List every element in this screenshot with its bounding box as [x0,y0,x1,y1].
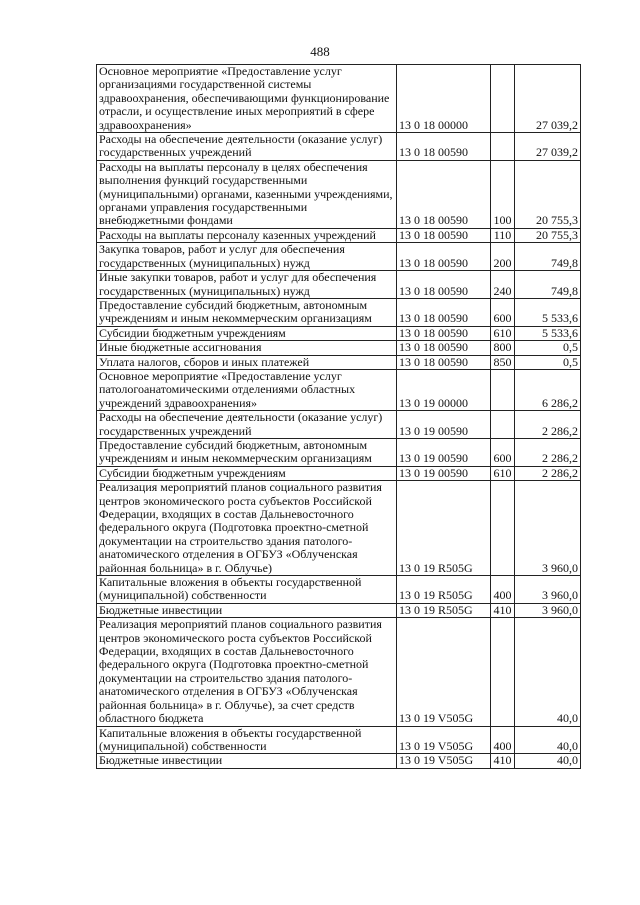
table-row [97,466,581,480]
table-row [97,618,581,726]
table-row [97,576,581,604]
row-code: 13 0 18 00590 [397,326,491,340]
table-row [97,603,581,617]
row-description: Предоставление субсидий бюджетным, автономным учреждениям и иным некоммерческим организациям [97,438,397,466]
row-code: 13 0 18 00590 [397,133,491,161]
row-code: 13 0 19 V505G [397,754,491,768]
row-code: 13 0 18 00590 [397,298,491,326]
page-number: 488 [310,44,330,59]
row-description: Бюджетные инвестиции [97,754,397,768]
table-row [97,65,581,133]
row-code: 13 0 19 00590 [397,438,491,466]
table-row [97,341,581,355]
row-expense-type [491,481,515,576]
row-code: 13 0 19 R505G [397,481,491,576]
row-description: Расходы на обеспечение деятельности (оказание услуг) государственных учреждений [97,411,397,439]
row-code: 13 0 19 00000 [397,369,491,410]
row-description: Основное мероприятие «Предоставление услуг патологоанатомическими отделениями областных учреждений здравоохранения» [97,369,397,410]
row-amount: 20 755,3 [515,228,581,242]
table-row [97,133,581,161]
table-row [97,326,581,340]
table-row [97,243,581,271]
row-expense-type [491,65,515,133]
table-row [97,298,581,326]
table-row [97,160,581,228]
table-row [97,754,581,768]
row-expense-type: 100 [491,160,515,228]
table-row [97,355,581,369]
row-amount: 40,0 [515,726,581,754]
row-expense-type [491,369,515,410]
row-code: 13 0 19 R505G [397,576,491,604]
row-expense-type: 610 [491,326,515,340]
row-description: Основное мероприятие «Предоставление услуг организациями государственной системы здравоохранения, обеспечивающими функционирование отрасли, и осуществление иных мероприятий в сфере здравоохранения» [97,65,397,133]
row-expense-type: 600 [491,438,515,466]
row-amount: 3 960,0 [515,576,581,604]
row-amount: 40,0 [515,618,581,726]
row-amount: 27 039,2 [515,65,581,133]
table-row [97,438,581,466]
row-code: 13 0 19 V505G [397,726,491,754]
row-amount: 2 286,2 [515,466,581,480]
row-expense-type: 600 [491,298,515,326]
row-code: 13 0 18 00590 [397,271,491,299]
row-description: Иные закупки товаров, работ и услуг для обеспечения государственных (муниципальных) нужд [97,271,397,299]
row-expense-type: 610 [491,466,515,480]
row-code: 13 0 18 00590 [397,341,491,355]
row-expense-type: 200 [491,243,515,271]
row-amount: 3 960,0 [515,481,581,576]
row-expense-type [491,411,515,439]
row-expense-type: 240 [491,271,515,299]
row-code: 13 0 19 V505G [397,618,491,726]
row-amount: 2 286,2 [515,438,581,466]
row-amount: 3 960,0 [515,603,581,617]
row-amount: 749,8 [515,271,581,299]
table-row [97,481,581,576]
row-amount: 40,0 [515,754,581,768]
table-row [97,271,581,299]
row-expense-type [491,133,515,161]
row-description: Иные бюджетные ассигнования [97,341,397,355]
row-code: 13 0 19 00590 [397,466,491,480]
row-expense-type: 400 [491,726,515,754]
row-description: Расходы на выплаты персоналу в целях обеспечения выполнения функций государственными (муниципальными) органами, казенными учреждениями, органами управления государственными внебюджетными фондами [97,160,397,228]
row-description: Реализация мероприятий планов социального развития центров экономического роста субъектов Российской Федерации, входящих в состав Дальневосточного федерального округа (Подготовка проектно-сметной документации на строительство здания патолого-анатомического отделения в ОГБУЗ «Облученская районная больница» в г. Облучье), за счет средств областного бюджета [97,618,397,726]
row-description: Субсидии бюджетным учреждениям [97,326,397,340]
row-expense-type: 850 [491,355,515,369]
row-code: 13 0 18 00590 [397,228,491,242]
row-description: Расходы на выплаты персоналу казенных учреждений [97,228,397,242]
row-amount: 5 533,6 [515,298,581,326]
row-description: Капитальные вложения в объекты государственной (муниципальной) собственности [97,726,397,754]
row-amount: 20 755,3 [515,160,581,228]
row-expense-type: 110 [491,228,515,242]
row-amount: 749,8 [515,243,581,271]
row-code: 13 0 19 R505G [397,603,491,617]
table-row [97,411,581,439]
row-code: 13 0 18 00590 [397,243,491,271]
table-row [97,726,581,754]
row-expense-type: 410 [491,754,515,768]
row-amount: 0,5 [515,341,581,355]
row-code: 13 0 19 00590 [397,411,491,439]
budget-table [96,64,581,769]
row-code: 13 0 18 00590 [397,160,491,228]
row-amount: 0,5 [515,355,581,369]
row-description: Капитальные вложения в объекты государственной (муниципальной) собственности [97,576,397,604]
row-amount: 6 286,2 [515,369,581,410]
row-expense-type [491,618,515,726]
row-description: Уплата налогов, сборов и иных платежей [97,355,397,369]
row-amount: 2 286,2 [515,411,581,439]
row-code: 13 0 18 00000 [397,65,491,133]
row-expense-type: 800 [491,341,515,355]
row-amount: 27 039,2 [515,133,581,161]
row-description: Предоставление субсидий бюджетным, автономным учреждениям и иным некоммерческим организациям [97,298,397,326]
table-row [97,369,581,410]
row-description: Расходы на обеспечение деятельности (оказание услуг) государственных учреждений [97,133,397,161]
row-description: Субсидии бюджетным учреждениям [97,466,397,480]
row-expense-type: 410 [491,603,515,617]
row-expense-type: 400 [491,576,515,604]
row-amount: 5 533,6 [515,326,581,340]
row-description: Реализация мероприятий планов социального развития центров экономического роста субъектов Российской Федерации, входящих в состав Дальневосточного федерального округа (Подготовка проектно-сметной документации на строительство здания патолого-анатомического отделения в ОГБУЗ «Облученская районная больница» в г. Облучье) [97,481,397,576]
row-code: 13 0 18 00590 [397,355,491,369]
row-description: Закупка товаров, работ и услуг для обеспечения государственных (муниципальных) нужд [97,243,397,271]
row-description: Бюджетные инвестиции [97,603,397,617]
table-row [97,228,581,242]
